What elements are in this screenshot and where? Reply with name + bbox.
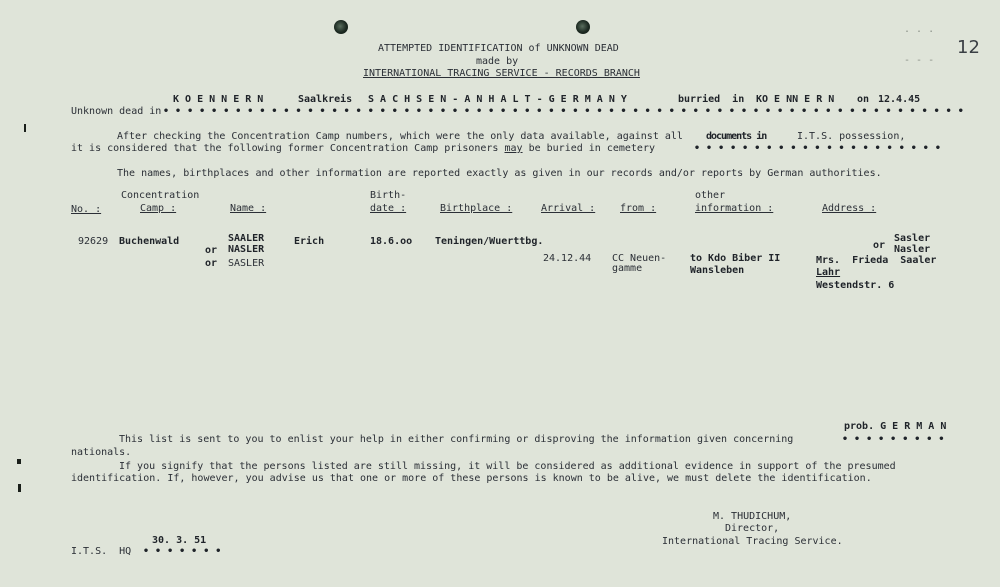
dotted-fill: • • • • • • • • • • • • • • • • • • • • • • • • • • • • • • • • • • • • • • • • • • • • • • • • • • • • • • • • • • • • • • • • • • • [163, 106, 964, 117]
record-address-alt1: Sasler [894, 233, 931, 244]
margin-mark [24, 124, 26, 132]
col-name: Name : [230, 203, 267, 214]
margin-mark [17, 459, 21, 464]
para2: The names, birthplaces and other information are reported exactly as given in our records and/or reports by German authorities. [117, 168, 882, 179]
signatory-title: Director, [725, 523, 780, 534]
record-camp: Buchenwald [119, 236, 180, 247]
record-first-name: Erich [294, 236, 325, 247]
signatory-org: International Tracing Service. [662, 536, 843, 547]
para1-overtype: documents in [706, 131, 767, 142]
hq-date: 30. 3. 51 [152, 535, 207, 546]
unknown-dead-state: S A C H S E N - A N H A L T - G E R M A N Y [368, 94, 627, 105]
header-title: ATTEMPTED IDENTIFICATION of UNKNOWN DEAD [378, 43, 619, 54]
col-arrival: Arrival : [541, 203, 596, 214]
corner-dashes: - - - [904, 55, 935, 66]
col-birthdate: date : [370, 203, 407, 214]
col-camp: Camp : [140, 203, 177, 214]
buried-date: 12.4.45 [878, 94, 921, 105]
date-label: on [857, 94, 870, 105]
footer-p1-line1: This list is sent to you to enlist your help in either confirming or disproving the information given concerning [119, 434, 794, 445]
dotted-fill: • • • • • • • • • • • • • • • • • • • • • [694, 143, 941, 154]
col-address: Address : [822, 203, 877, 214]
unknown-dead-district: Saalkreis [298, 94, 353, 105]
record-arrival: 24.12.44 [543, 253, 592, 264]
unknown-dead-place: K O E N N E R N [173, 94, 264, 105]
record-address3: Westendstr. 6 [816, 280, 895, 291]
col-birthdate-top: Birth- [370, 190, 407, 201]
punch-hole-left [334, 20, 348, 34]
record-birthplace: Teningen/Wuerttbg. [435, 236, 544, 247]
record-no: 92629 [78, 236, 109, 247]
record-info2: Wansleben [690, 265, 745, 276]
header-org: INTERNATIONAL TRACING SERVICE - RECORDS BRANCH [363, 68, 640, 79]
prob-nationality: prob. G E R M A N [844, 421, 947, 432]
record-address2: Lahr [816, 267, 841, 278]
signatory-name: M. THUDICHUM, [713, 511, 792, 522]
buried-place: KO E NN E R N [756, 94, 835, 105]
record-name3: SASLER [228, 258, 265, 269]
record-or: or [205, 258, 218, 269]
col-other-top: other [695, 190, 726, 201]
dotted-fill: • • • • • • • [143, 546, 222, 557]
col-no: No. : [71, 204, 102, 215]
record-address1: Mrs. Frieda Saaler [816, 255, 937, 266]
para1-line1-end: I.T.S. possession, [797, 131, 906, 142]
hq-label: I.T.S. HQ [71, 546, 132, 557]
record-birthdate: 18.6.oo [370, 236, 413, 247]
col-other: information : [695, 203, 774, 214]
record-address-alt2: Nasler [894, 244, 931, 255]
unknown-dead-label: Unknown dead in [71, 106, 162, 117]
footer-p2-line1: If you signify that the persons listed are still missing, it will be considered as additional evidence in support of the presumed [119, 461, 896, 472]
record-address-or: or [873, 240, 886, 251]
footer-p2-line2: identification. If, however, you advise us that one or more of these persons is known to be alive, we must delete the identification. [71, 473, 872, 484]
record-or: or [205, 245, 218, 256]
para1-line2: it is considered that the following former Concentration Camp prisoners may be buried in cemetery [71, 143, 655, 154]
header-made-by: made by [476, 56, 519, 67]
corner-dashes: . . . [904, 24, 935, 35]
buried-label: burried in [678, 94, 745, 105]
punch-hole-right [576, 20, 590, 34]
record-name2: NASLER [228, 244, 265, 255]
footer-p1-line2: nationals. [71, 447, 132, 458]
para1-line1: After checking the Concentration Camp numbers, which were the only data available, against all [117, 131, 683, 142]
col-from: from : [620, 203, 657, 214]
record-from1: CC Neuen- [612, 253, 667, 264]
page-number: 12 [957, 37, 980, 58]
margin-mark [18, 484, 21, 492]
record-name1: SAALER [228, 233, 265, 244]
record-info1: to Kdo Biber II [690, 253, 781, 264]
record-from2: gamme [612, 263, 643, 274]
dotted-fill: • • • • • • • • • [842, 434, 945, 445]
col-birthplace: Birthplace : [440, 203, 513, 214]
col-camp-top: Concentration [121, 190, 200, 201]
